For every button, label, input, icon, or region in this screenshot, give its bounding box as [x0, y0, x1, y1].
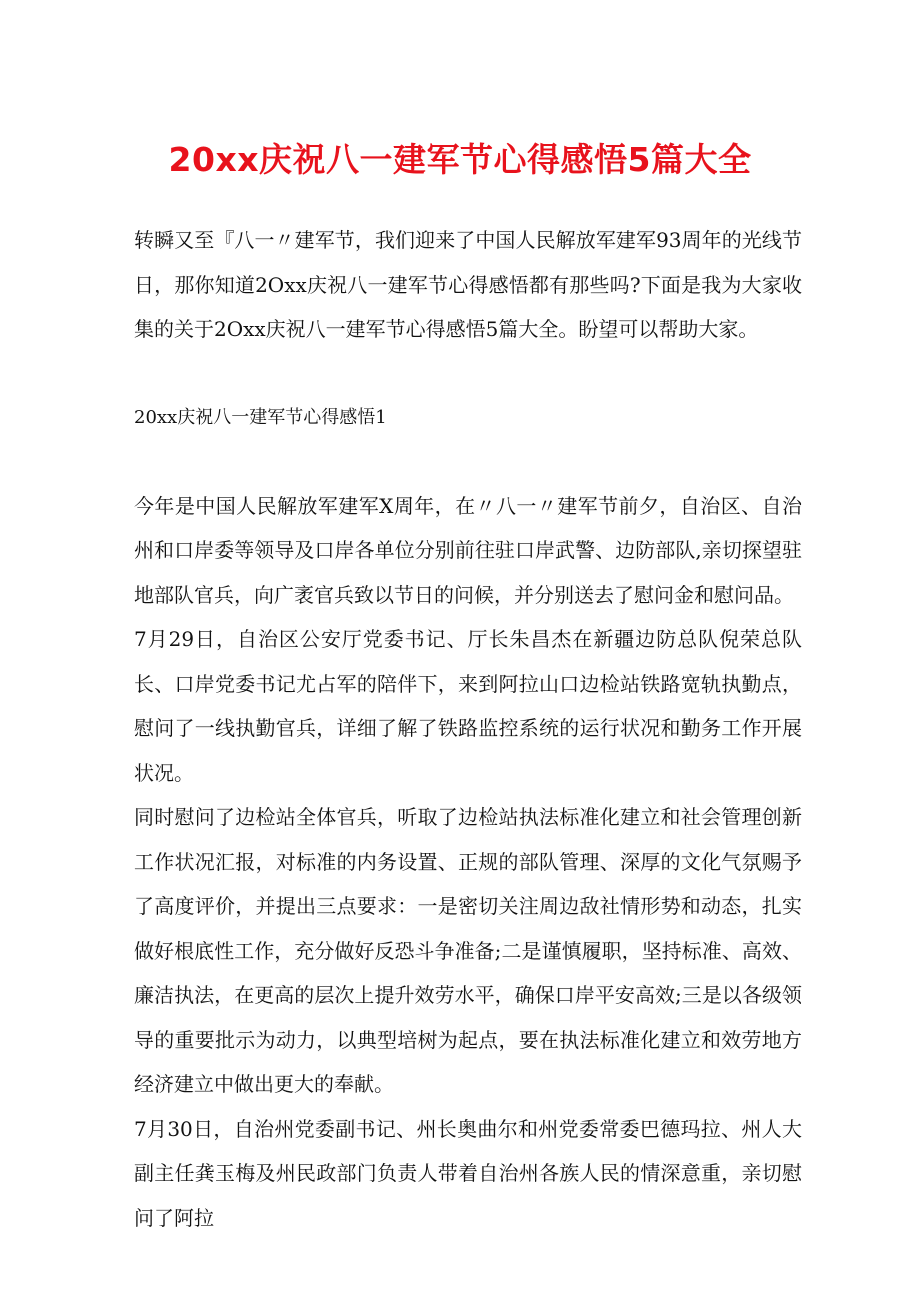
- intro-paragraph: 转瞬又至『八一〃建军节，我们迎来了中国人民解放军建军93周年的光线节日，那你知道2Oxx庆祝八一建军节心得感悟都有那些吗?下面是我为大家收集的关于2Oxx庆祝八一建军节心得感悟5篇大全。盼望可以帮助大家。: [134, 228, 802, 341]
- body-paragraph: 7月29日，自治区公安厅党委书记、厅长朱昌杰在新疆边防总队倪荣总队长、口岸党委书记尤占军的陪伴下，来到阿拉山口边检站铁路宽轨执勤点，慰问了一线执勤官兵，详细了解了铁路监控系统的运行状况和勤务工作开展状况。: [134, 627, 802, 785]
- body-paragraph: 今年是中国人民解放军建军X周年，在〃八一〃建军节前夕，自治区、自治州和口岸委等领导及口岸各单位分别前往驻口岸武警、边防部队,亲切探望驻地部队官兵，向广袤官兵致以节日的问候，并分别送去了慰问金和慰问品。: [134, 493, 802, 607]
- section-heading: 20xx庆祝八一建军节心得感悟1: [134, 406, 387, 428]
- spacer: [134, 440, 802, 484]
- body-paragraph: 同时慰问了边检站全体官兵，听取了边检站执法标准化建立和社会管理创新工作状况汇报，对标准的内务设置、正规的部队管理、深厚的文化气氛赐予了高度评价，并提出三点要求：一是密切关注周边敌社情形势和动态，扎实做好根底性工作，充分做好反恐斗争准备;二是谨慎履职，坚持标准、高效、廉洁执法，在更高的层次上提升效劳水平，确保口岸平安高效;三是以各级领导的重要批示为动力，以典型培树为起点，要在执法标准化建立和效劳地方经济建立中做出更大的奉献。: [134, 805, 802, 1096]
- document-body: [134, 218, 802, 1240]
- document-title: 20xx庆祝八一建军节心得感悟5篇大全: [168, 140, 752, 179]
- spacer: [134, 352, 802, 396]
- body-paragraph: 7月30日，自治州党委副书记、州长奥曲尔和州党委常委巴德玛拉、州人大副主任龚玉梅及州民政部门负责人带着自治州各族人民的情深意重，亲切慰问了阿拉: [134, 1116, 802, 1230]
